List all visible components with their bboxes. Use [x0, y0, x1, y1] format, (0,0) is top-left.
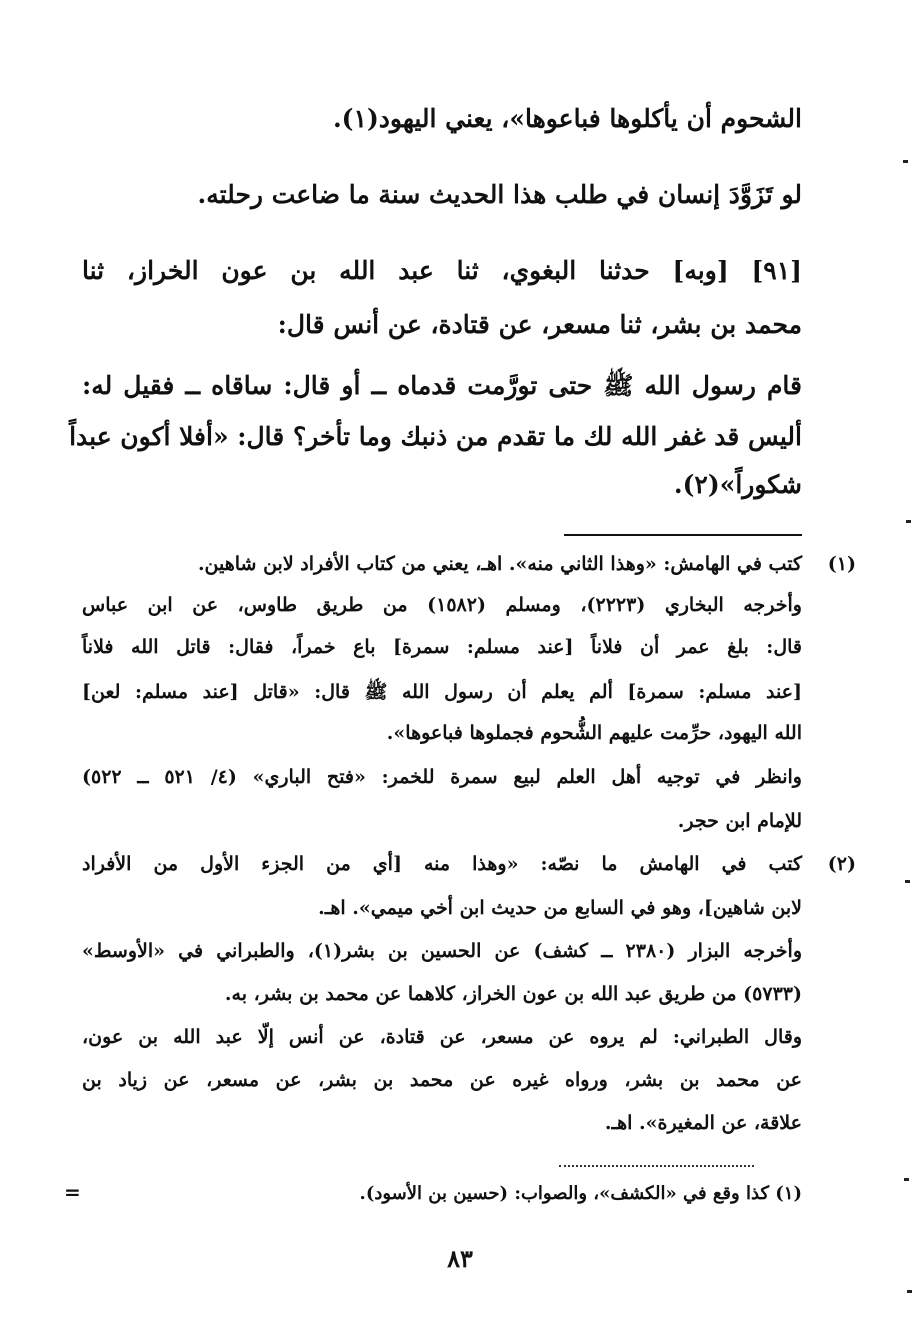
footnote-line: قال: بلغ عمر أن فلاناً [عند مسلم: سمرة] باع خمراً، فقال: قاتل الله فلاناً — [82, 636, 802, 658]
sub-footnote-separator — [559, 1165, 754, 1167]
scan-speck — [907, 1290, 912, 1293]
footnote-line — [82, 553, 856, 575]
footnote-line: لابن شاهين]، وهو في السابع من حديث ابن أخي ميمي». اهـ. — [318, 897, 802, 919]
main-text-line: أليس قد غفر الله لك ما تقدم من ذنبك وما تأخر؟ قال: «أفلا أكون عبداً — [69, 422, 802, 451]
scan-speck — [903, 160, 908, 163]
footnote-line: وأخرجه البزار (٢٣٨٠ ــ كشف) عن الحسين بن بشر(١)، والطبراني في «الأوسط» — [82, 940, 802, 962]
main-text-line: محمد بن بشر، ثنا مسعر، عن قتادة، عن أنس قال: — [277, 310, 802, 339]
footnote-line — [82, 853, 856, 875]
footnote-line: وانظر في توجيه أهل العلم لبيع سمرة للخمر: «فتح الباري» (٤/ ٥٢١ ــ ٥٢٢) — [82, 766, 802, 788]
footnote-line: [عند مسلم: سمرة] ألم يعلم أن رسول الله ﷺ قال: «قاتل [عند مسلم: لعن] — [82, 681, 802, 703]
footnote-number: (١) — [827, 553, 856, 575]
main-text-line: لو تَزَوَّدَ إنسان في طلب هذا الحديث سنة ما ضاعت رحلته. — [197, 180, 802, 209]
sub-footnote: (١) كذا وقع في «الكشف»، والصواب: (حسين بن الأسود). — [359, 1183, 802, 1204]
main-text-line: شكوراً»(٢). — [673, 470, 802, 499]
hadith-number-line: [٩١] [وبه] حدثنا البغوي، ثنا عبد الله بن عون الخراز، ثنا — [82, 256, 802, 285]
main-text-line: الشحوم أن يأكلوها فباعوها»، يعني اليهود(١). — [332, 104, 802, 133]
footnote-text: كتب في الهامش: «وهذا الثاني منه». اهـ، يعني من كتاب الأفراد لابن شاهين. — [197, 553, 802, 575]
scan-speck — [904, 1178, 909, 1181]
scan-speck — [906, 520, 911, 523]
main-text-line: قام رسول الله ﷺ حتى تورَّمت قدماه ــ أو قال: ساقاه ــ فقيل له: — [82, 371, 802, 400]
footnote-line: للإمام ابن حجر. — [677, 810, 802, 832]
footnote-line: الله اليهود، حرِّمت عليهم الشُّحوم فجملوها فباعوها». — [386, 722, 802, 744]
footnote-line: وأخرجه البخاري (٢٢٢٣)، ومسلم (١٥٨٢) من طريق طاوس، عن ابن عباس — [82, 594, 802, 616]
scan-speck — [905, 880, 910, 883]
page-number: ٨٣ — [447, 1244, 473, 1273]
footnote-line: عن محمد بن بشر، ورواه غيره عن محمد بن بشر، عن مسعر، عن زياد بن — [82, 1069, 802, 1091]
footnote-number: (٢) — [827, 853, 856, 875]
footnote-line: علاقة، عن المغيرة». اهـ. — [604, 1112, 802, 1134]
footnote-line: (٥٧٣٣) من طريق عبد الله بن عون الخراز، كلاهما عن محمد بن بشر، به. — [224, 983, 802, 1005]
footnote-line: وقال الطبراني: لم يروه عن مسعر، عن قتادة، عن أنس إلّا عبد الله بن عون، — [82, 1026, 802, 1048]
continuation-mark: = — [64, 1180, 81, 1204]
footnote-text: كتب في الهامش ما نصّه: «وهذا منه [أي من الجزء الأول من الأفراد — [82, 853, 802, 875]
footnote-separator — [564, 534, 802, 536]
